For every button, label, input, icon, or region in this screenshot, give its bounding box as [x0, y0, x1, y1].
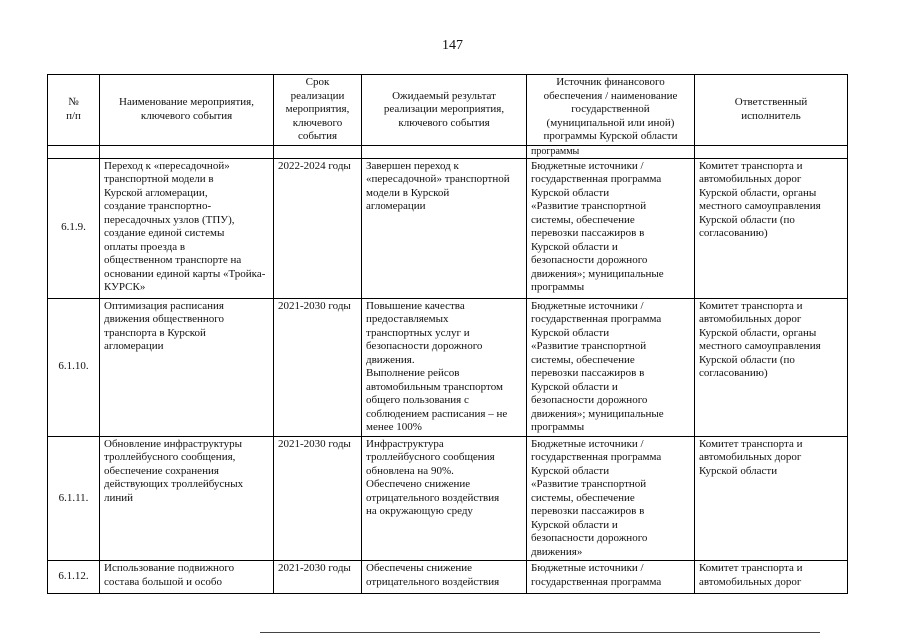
- executor: Комитет транспорта и автомобильных дорог Курской области, органы местного самоуправления Курской области (по согласованию): [695, 158, 848, 298]
- activity-term: 2021-2030 годы: [274, 298, 362, 436]
- table-row: [48, 561, 848, 594]
- continuation-row: [48, 145, 848, 158]
- table-cell: [274, 145, 362, 158]
- funding-source: Бюджетные источники / государственная программа Курской области «Развитие транспортной системы, обеспечение перевозки пассажиров в Курской области и безопасности дорожного движения»; муниципальные программы: [527, 298, 695, 436]
- page-bottom-rule: [260, 632, 820, 633]
- activity-name: Переход к «пересадочной» транспортной модели в Курской агломерации, создание транспортно- пересадочных узлов (ТПУ), создание единой системы оплаты проезда в общественном транспорте на основании единой карты «Тройка- КУРСК»: [100, 158, 274, 298]
- table-cell: [100, 145, 274, 158]
- activity-term: 2021-2030 годы: [274, 436, 362, 561]
- table-row: [48, 436, 848, 561]
- header-activity-name: Наименование мероприятия, ключевого события: [100, 75, 274, 146]
- header-expected-result: Ожидаемый результат реализации мероприятия, ключевого события: [362, 75, 527, 146]
- expected-result: Повышение качества предоставляемых транспортных услуг и безопасности дорожного движения. Выполнение рейсов автомобильным транспортом общего пользования с соблюдением расписания – не менее 100%: [362, 298, 527, 436]
- funding-source: Бюджетные источники / государственная программа Курской области «Развитие транспортной системы, обеспечение перевозки пассажиров в Курской области и безопасности дорожного движения»: [527, 436, 695, 561]
- executor: Комитет транспорта и автомобильных дорог: [695, 561, 848, 594]
- executor: Комитет транспорта и автомобильных дорог Курской области, органы местного самоуправления Курской области (по согласованию): [695, 298, 848, 436]
- table-header-row: [48, 75, 848, 146]
- row-number: 6.1.9.: [48, 158, 100, 298]
- row-number: 6.1.10.: [48, 298, 100, 436]
- header-number: № п/п: [48, 75, 100, 146]
- row-number: 6.1.12.: [48, 561, 100, 594]
- activity-term: 2021-2030 годы: [274, 561, 362, 594]
- table-row: [48, 298, 848, 436]
- funding-source: Бюджетные источники / государственная программа Курской области «Развитие транспортной системы, обеспечение перевозки пассажиров в Курской области и безопасности дорожного движения»; муниципальные программы: [527, 158, 695, 298]
- activity-name: Оптимизация расписания движения общественного транспорта в Курской агломерации: [100, 298, 274, 436]
- header-term: Срок реализации мероприятия, ключевого события: [274, 75, 362, 146]
- activity-term: 2022-2024 годы: [274, 158, 362, 298]
- expected-result: Завершен переход к «пересадочной» транспортной модели в Курской агломерации: [362, 158, 527, 298]
- activity-name: Использование подвижного состава большой и особо: [100, 561, 274, 594]
- page-number: 147: [442, 38, 463, 53]
- funding-source: Бюджетные источники / государственная программа: [527, 561, 695, 594]
- table-cell: [362, 145, 527, 158]
- header-funding-source: Источник финансового обеспечения / наименование государственной (муниципальной или иной) программы Курской области: [527, 75, 695, 146]
- header-executor: Ответственный исполнитель: [695, 75, 848, 146]
- expected-result: Инфраструктура троллейбусного сообщения обновлена на 90%. Обеспечено снижение отрицательного воздействия на окружающую среду: [362, 436, 527, 561]
- executor: Комитет транспорта и автомобильных дорог Курской области: [695, 436, 848, 561]
- table-cell: [48, 145, 100, 158]
- table-cell: программы: [527, 145, 695, 158]
- table-cell: [695, 145, 848, 158]
- activity-name: Обновление инфраструктуры троллейбусного сообщения, обеспечение сохранения действующих троллейбусных линий: [100, 436, 274, 561]
- expected-result: Обеспечены снижение отрицательного воздействия: [362, 561, 527, 594]
- activities-table: [47, 74, 848, 594]
- row-number: 6.1.11.: [48, 436, 100, 561]
- table-row: [48, 158, 848, 298]
